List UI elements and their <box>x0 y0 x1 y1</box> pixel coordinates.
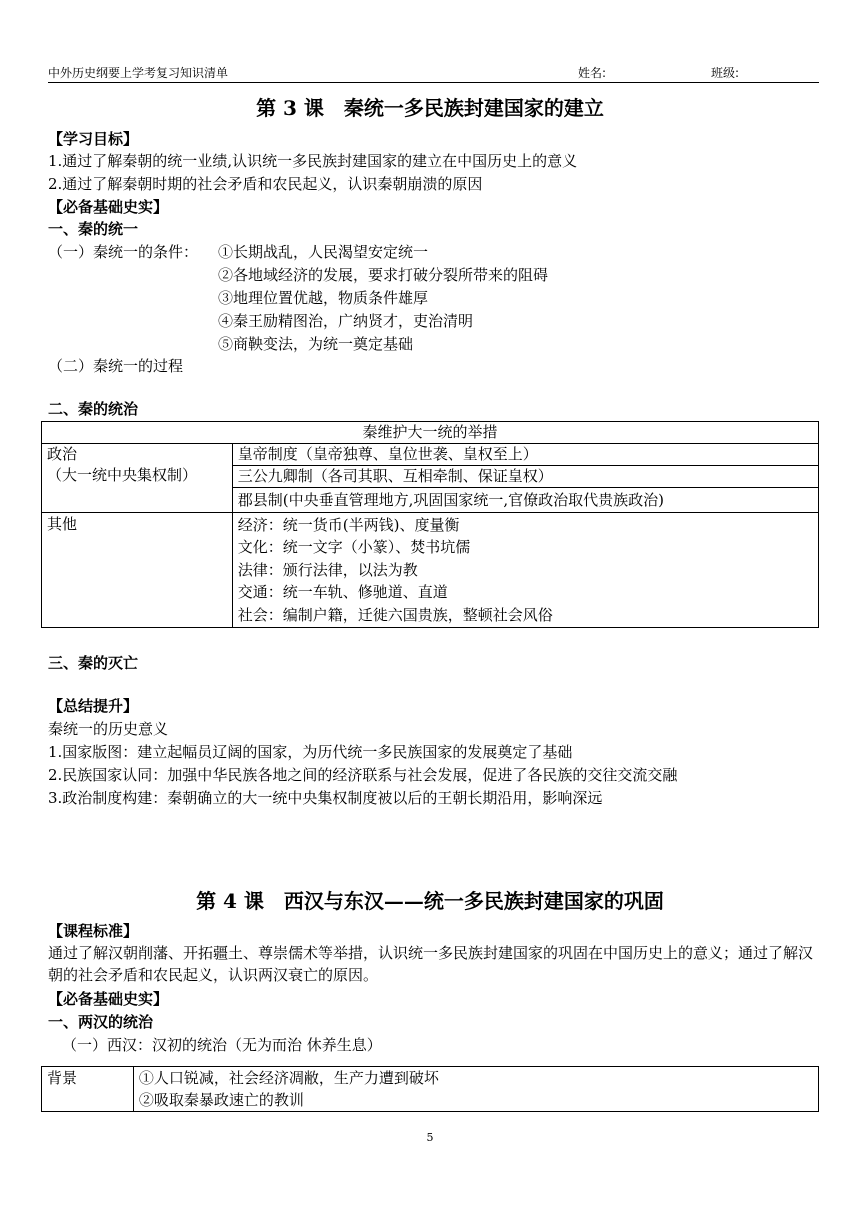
politics-sublabel: （大一统中央集权制） <box>47 466 198 484</box>
summary-heading: 【总结提升】 <box>48 697 139 715</box>
class-label: 班级: <box>711 66 740 80</box>
other-cell <box>232 513 818 628</box>
politics-cell <box>42 444 233 513</box>
basics-heading: 【必备基础史实】 <box>48 198 169 216</box>
other-item: 社会：编制户籍，迁徙六国贵族，整顿社会风俗 <box>237 605 553 624</box>
section-heading: 一、秦的统一 <box>48 220 139 238</box>
basics-heading: 【必备基础史实】 <box>48 990 169 1008</box>
name-label: 姓名: <box>578 66 607 80</box>
politics-label: 政治 <box>47 445 78 463</box>
page-number: 5 <box>426 1131 434 1144</box>
other-item: 交通：统一车轨、修驰道、直道 <box>237 583 448 602</box>
section-heading: 二、秦的统治 <box>48 400 139 418</box>
document-header-title: 中外历史纲要上学考复习知识清单 <box>48 66 229 80</box>
other-item: 文化：统一文字（小篆）、焚书坑儒 <box>237 538 471 557</box>
other-item: 经济：统一货币(半两钱)、度量衡 <box>237 516 460 534</box>
summary-item: 2.民族国家认同：加强中华民族各地之间的经济联系与社会发展，促进了各民族的交往交流交融 <box>48 766 678 784</box>
summary-title: 秦统一的历史意义 <box>48 720 169 738</box>
condition-item: ②各地域经济的发展，要求打破分裂所带来的阻碍 <box>218 266 549 284</box>
process-label: （二）秦统一的过程 <box>48 357 184 375</box>
qin-measures-table <box>41 421 819 628</box>
politics-item: 皇帝制度（皇帝独尊、皇位世袭、皇权至上） <box>232 444 818 466</box>
lesson4-title: 第 4 课 西汉与东汉——统一多民族封建国家的巩固 <box>196 889 664 913</box>
conditions-label: （一）秦统一的条件： <box>48 243 199 261</box>
standard-text: 通过了解汉朝削藩、开拓疆土、尊崇儒术等举措，认识统一多民族封建国家的巩固在中国历史上的意义；通过了解汉朝的社会矛盾和农民起义，认识两汉衰亡的原因。 <box>48 944 814 984</box>
standard-heading: 【课程标准】 <box>48 922 139 940</box>
condition-item: ③地理位置优越，物质条件雄厚 <box>218 289 429 307</box>
politics-item: 三公九卿制（各司其职、互相牵制、保证皇权） <box>232 466 818 488</box>
background-item: ①人口锐减，社会经济凋敝，生产力遭到破坏 <box>138 1069 439 1087</box>
section-heading: 一、两汉的统治 <box>48 1013 154 1031</box>
header-rule <box>48 82 819 83</box>
condition-item: ①长期战乱，人民渴望安定统一 <box>218 243 429 261</box>
background-item: ②吸取秦暴政速亡的教训 <box>138 1091 304 1109</box>
goal-item: 1.通过了解秦朝的统一业绩,认识统一多民族封建国家的建立在中国历史上的意义 <box>48 152 578 170</box>
han-background-table <box>41 1066 819 1112</box>
politics-item: 郡县制(中央垂直管理地方,巩固国家统一,官僚政治取代贵族政治) <box>232 488 818 513</box>
goal-item: 2.通过了解秦朝时期的社会矛盾和农民起义，认识秦朝崩溃的原因 <box>48 175 483 193</box>
other-item: 法律：颁行法律，以法为教 <box>237 560 418 579</box>
background-label: 背景 <box>42 1067 134 1112</box>
subsection-label: （一）西汉：汉初的统治（无为而治 休养生息） <box>62 1036 382 1054</box>
lesson3-title: 第 3 课 秦统一多民族封建国家的建立 <box>256 96 604 120</box>
background-cell <box>133 1067 818 1112</box>
condition-item: ⑤商鞅变法，为统一奠定基础 <box>218 335 414 353</box>
table-caption: 秦维护大一统的举措 <box>42 422 819 444</box>
condition-item: ④秦王励精图治，广纳贤才，吏治清明 <box>218 312 474 330</box>
summary-item: 1.国家版图：建立起幅员辽阔的国家，为历代统一多民族国家的发展奠定了基础 <box>48 743 573 761</box>
section-heading: 三、秦的灭亡 <box>48 654 139 672</box>
goals-heading: 【学习目标】 <box>48 130 139 148</box>
other-label: 其他 <box>42 513 233 628</box>
summary-item: 3.政治制度构建：秦朝确立的大一统中央集权制度被以后的王朝长期沿用，影响深远 <box>48 789 603 807</box>
